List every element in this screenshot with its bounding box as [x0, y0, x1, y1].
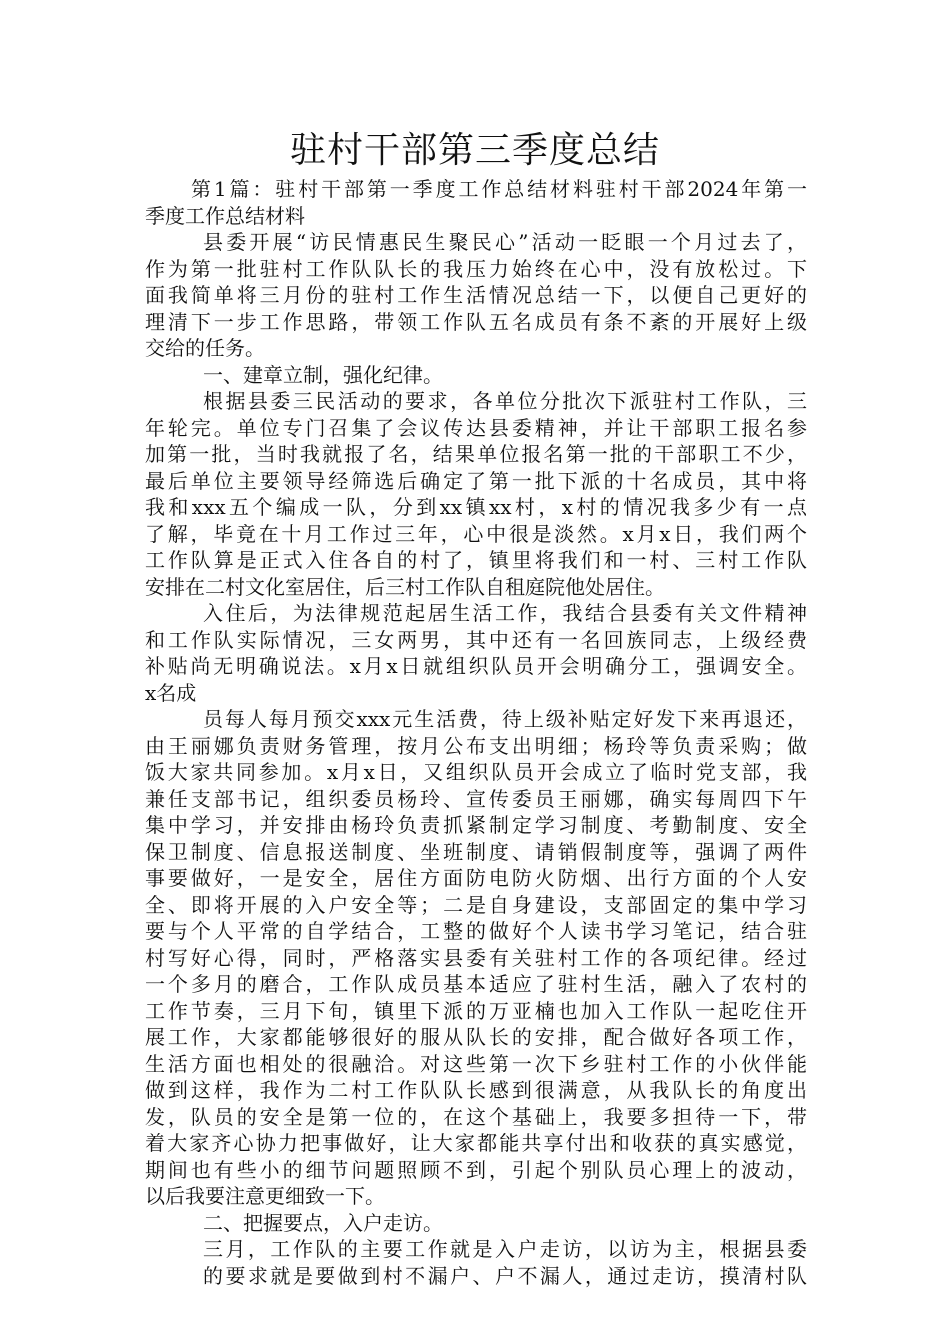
- paragraph-line: 要与个人平常的自学结合，工整的做好个人读书学习笔记，结合驻: [145, 919, 807, 943]
- document-body: [145, 176, 807, 1289]
- paragraph-line: 员每人每月预交xxx元生活费，待上级补贴定好发下来再退还，: [203, 707, 807, 731]
- paragraph-line: 一个多月的磨合，工作队成员基本适应了驻村生活，融入了农村的: [145, 972, 807, 996]
- section-heading: 一、建章立制，强化纪律。: [203, 362, 443, 387]
- section-heading: 二、把握要点，入户走访。: [203, 1210, 443, 1235]
- paragraph-line: 季度工作总结材料: [145, 203, 305, 228]
- paragraph-line: 全、即将开展的入户安全等；二是自身建设，支部固定的集中学习: [145, 892, 807, 917]
- paragraph-line: 根据县委三民活动的要求，各单位分批次下派驻村工作队，三: [203, 389, 807, 413]
- paragraph-line: 做到这样，我作为二村工作队队长感到很满意，从我队长的角度出: [145, 1078, 807, 1102]
- paragraph-line: 村写好心得，同时，严格落实县委有关驻村工作的各项纪律。经过: [145, 945, 807, 970]
- paragraph-line: 饭大家共同参加。x月x日，又组织队员开会成立了临时党支部，我: [145, 760, 807, 784]
- paragraph-line: 集中学习，并安排由杨玲负责抓紧制定学习制度、考勤制度、安全: [145, 813, 807, 837]
- paragraph-line: 第1篇：驻村干部第一季度工作总结材料驻村干部2024年第一: [191, 177, 807, 201]
- paragraph-line: 工作队算是正式入住各自的村了，镇里将我们和一村、三村工作队: [145, 548, 807, 572]
- paragraph-line: 作为第一批驻村工作队队长的我压力始终在心中，没有放松过。下: [145, 256, 807, 281]
- paragraph-line: 发，队员的安全是第一位的，在这个基础上，我要多担待一下，带: [145, 1104, 807, 1129]
- paragraph-line: 补贴尚无明确说法。x月x日就组织队员开会明确分工，强调安全。: [145, 654, 807, 678]
- paragraph-line: 面我简单将三月份的驻村工作生活情况总结一下，以便自己更好的: [145, 283, 807, 307]
- paragraph-line: 展工作，大家都能够很好的服从队长的安排，配合做好各项工作，: [145, 1025, 807, 1049]
- paragraph-line: 入住后，为法律规范起居生活工作，我结合县委有关文件精神: [203, 601, 807, 625]
- paragraph-line: 县委开展“访民情惠民生聚民心”活动一眨眼一个月过去了，: [203, 230, 807, 254]
- paragraph-line: 三月，工作队的主要工作就是入户走访，以访为主，根据县委: [203, 1237, 807, 1261]
- document-title: 驻村干部第三季度总结: [289, 130, 660, 171]
- paragraph-line: 的要求就是要做到村不漏户、户不漏人，通过走访，摸清村队: [203, 1263, 807, 1288]
- paragraph-line: 安排在二村文化室居住，后三村工作队自租庭院他处居住。: [145, 574, 665, 599]
- paragraph-line: 期间也有些小的细节问题照顾不到，引起个别队员心理上的波动，: [145, 1157, 807, 1182]
- paragraph-line: 理清下一步工作思路，带领工作队五名成员有条不紊的开展好上级: [145, 309, 807, 334]
- paragraph-line: 交给的任务。: [145, 336, 265, 360]
- paragraph-line: 我和xxx五个编成一队，分到xx镇xx村，x村的情况我多少有一点: [145, 495, 807, 519]
- paragraph-line: 年轮完。单位专门召集了会议传达县委精神，并让干部职工报名参: [145, 415, 807, 440]
- paragraph-line: 以后我要注意更细致一下。: [145, 1184, 385, 1208]
- paragraph-line: 事要做好，一是安全，居住方面防电防火防烟、出行方面的个人安: [145, 866, 807, 890]
- paragraph-line: 和工作队实际情况，三女两男，其中还有一名回族同志，上级经费: [145, 627, 807, 652]
- paragraph-line: 保卫制度、信息报送制度、坐班制度、请销假制度等，强调了两件: [145, 839, 807, 864]
- paragraph-line: 生活方面也相处的很融洽。对这些第一次下乡驻村工作的小伙伴能: [145, 1051, 807, 1076]
- paragraph-line: 加第一批，当时我就报了名，结果单位报名第一批的干部职工不少，: [145, 442, 807, 466]
- paragraph-line: x名成: [145, 680, 197, 705]
- paragraph-line: 兼任支部书记，组织委员杨玲、宣传委员王丽娜，确实每周四下午: [145, 786, 807, 811]
- paragraph-line: 由王丽娜负责财务管理，按月公布支出明细；杨玲等负责采购；做: [145, 733, 807, 758]
- paragraph-line: 最后单位主要领导经筛选后确定了第一批下派的十名成员，其中将: [145, 468, 807, 493]
- paragraph-line: 着大家齐心协力把事做好，让大家都能共享付出和收获的真实感觉，: [145, 1131, 807, 1155]
- paragraph-line: 工作节奏，三月下旬，镇里下派的万亚楠也加入工作队一起吃住开: [145, 998, 807, 1023]
- paragraph-line: 了解，毕竟在十月工作过三年，心中很是淡然。x月x日，我们两个: [145, 521, 807, 546]
